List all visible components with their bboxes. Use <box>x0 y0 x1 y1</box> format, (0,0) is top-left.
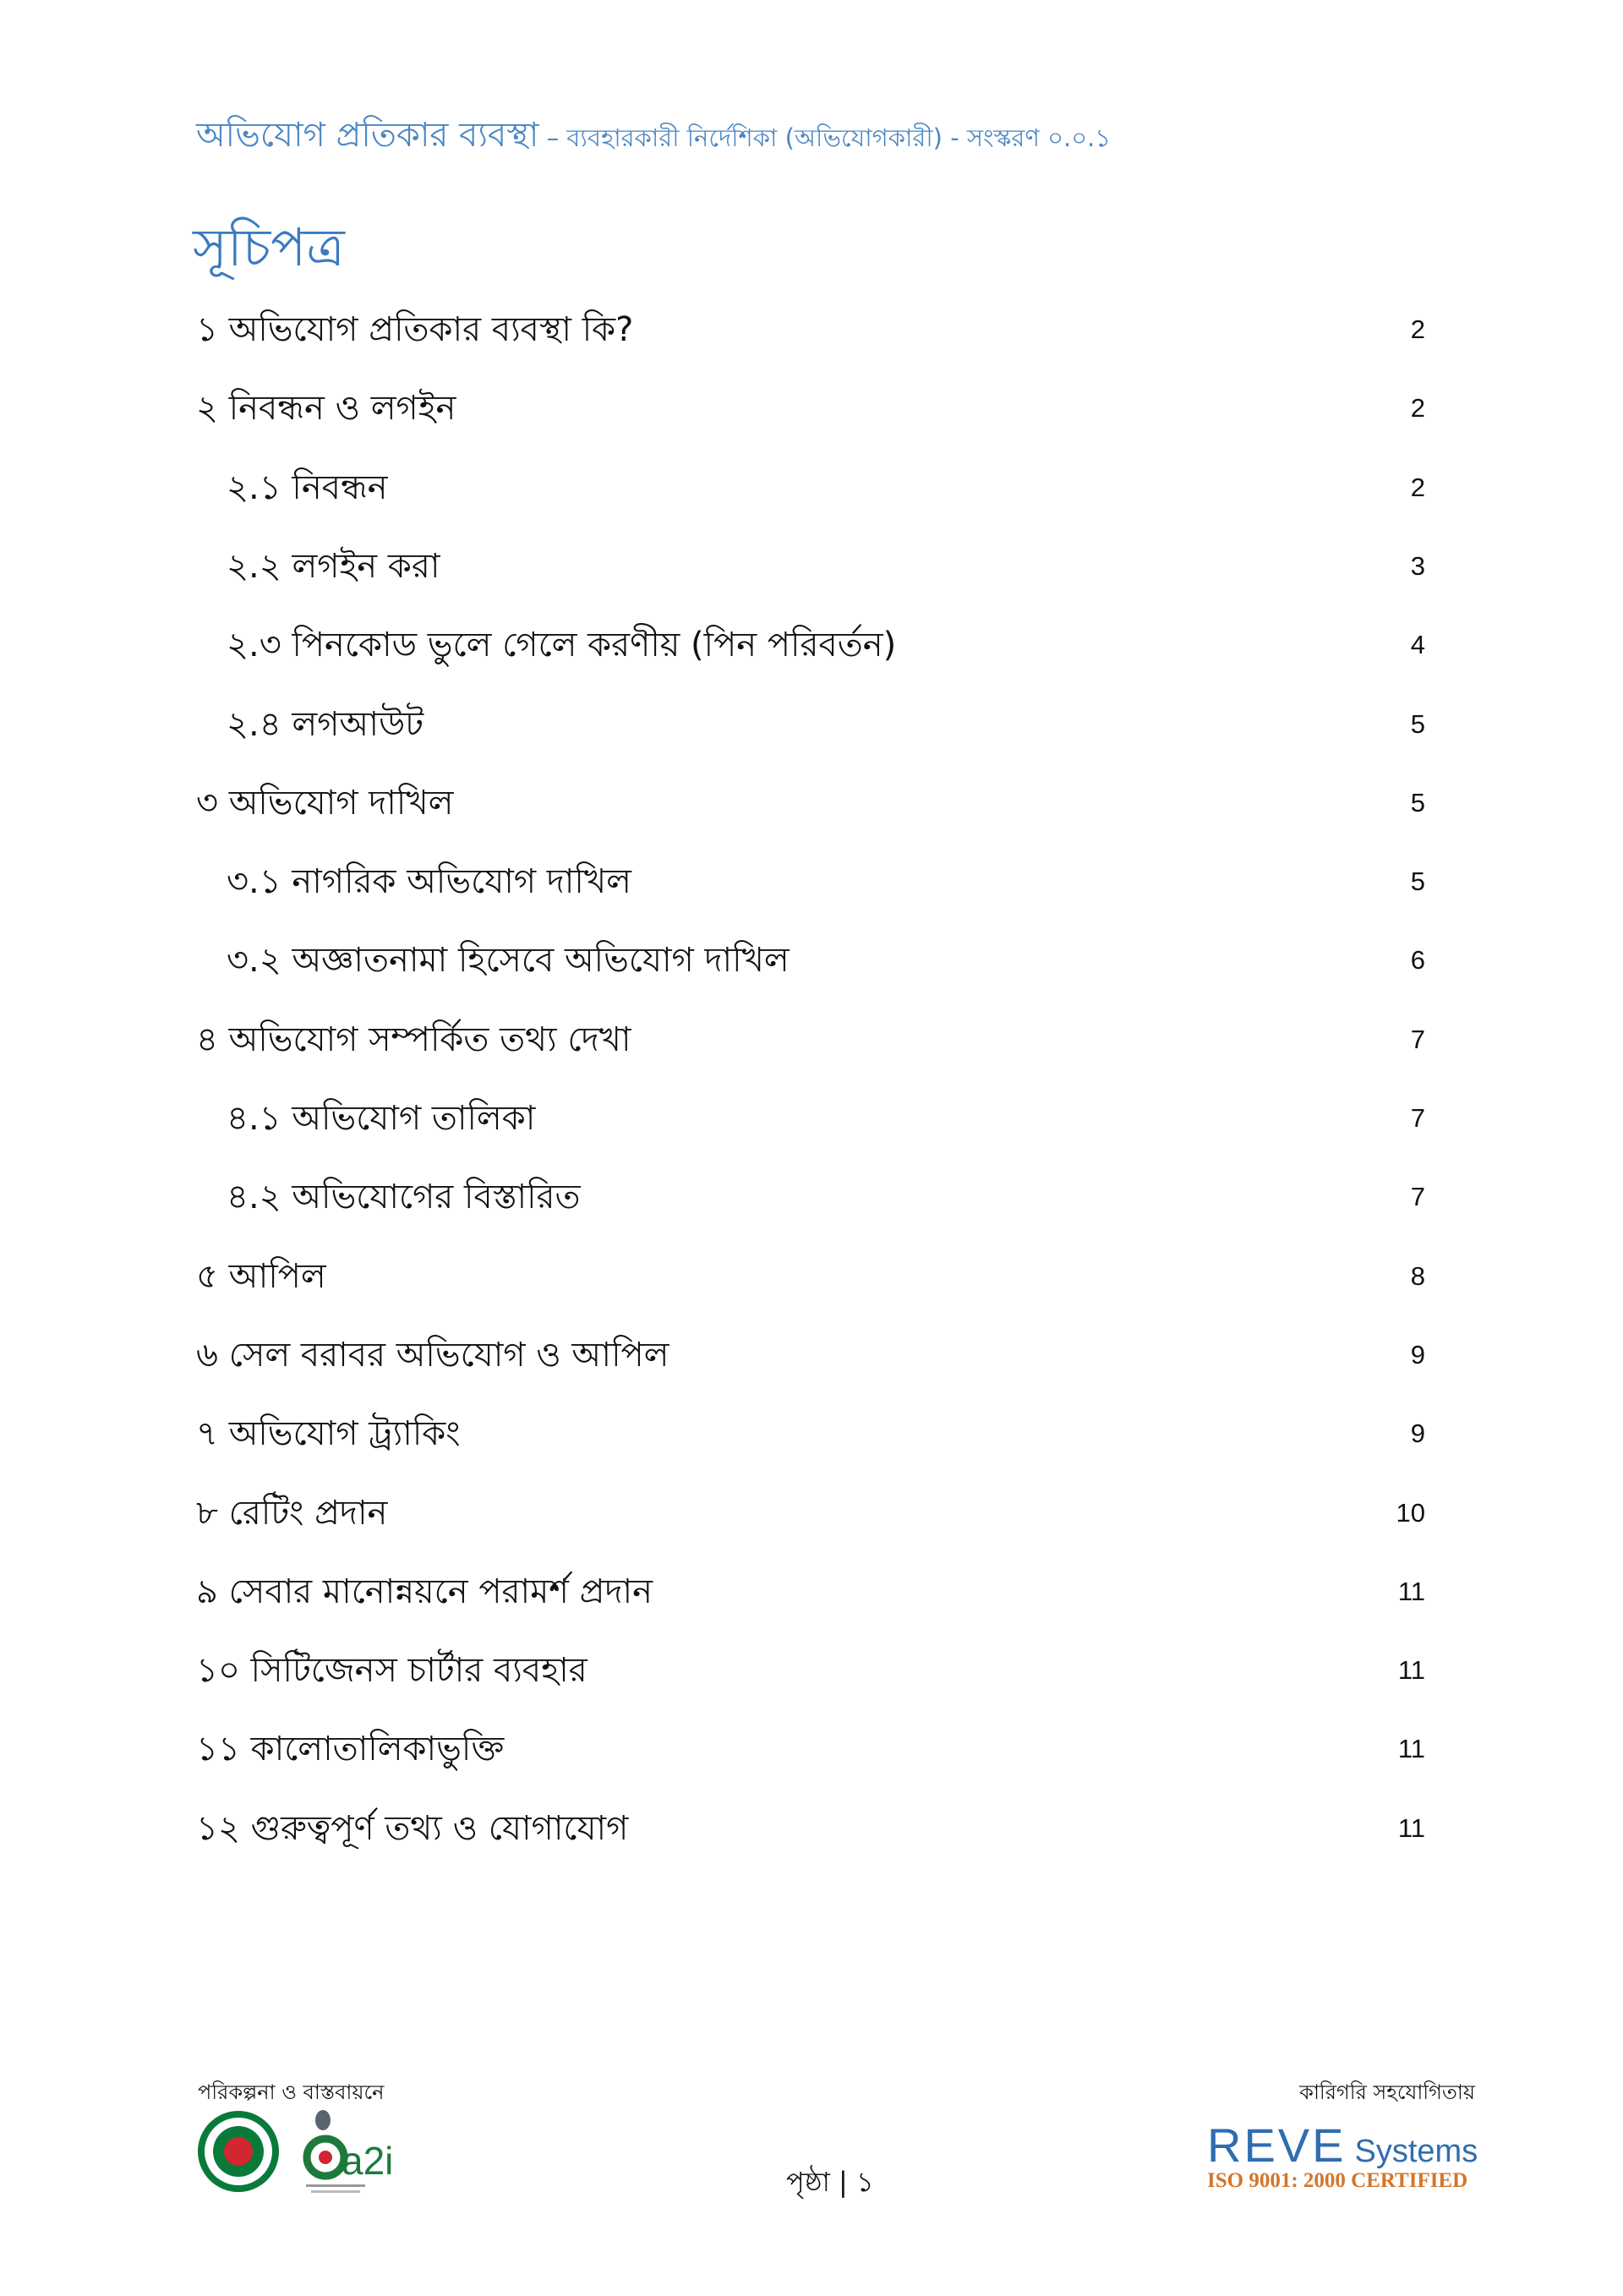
toc-entry-label: ১০ সিটিজেনস চার্টার ব্যবহার <box>196 1651 587 1690</box>
toc-entry-page-number: 7 <box>1410 1182 1425 1211</box>
toc-entry[interactable] <box>0 1402 1623 1452</box>
toc-entry[interactable] <box>0 613 1623 664</box>
toc-entry-page-number: 3 <box>1410 551 1425 581</box>
toc-entry-label: ৮ রেটিং প্রদান <box>196 1494 388 1533</box>
toc-entry-label: ৪.২ অভিযোগের বিস্তারিত <box>227 1178 581 1216</box>
toc-entry-page-number: 11 <box>1397 1734 1425 1763</box>
toc-entry[interactable] <box>0 1244 1623 1295</box>
toc-entry-label: ৩.২ অজ্ঞাতনামা হিসেবে অভিযোগ দাখিল <box>227 941 790 980</box>
toc-entry[interactable] <box>0 456 1623 506</box>
toc-entry-label: ২.২ লগইন করা <box>227 547 440 586</box>
toc-entry-label: ২.৪ লগআউট <box>227 705 424 744</box>
toc-entry-page-number: 7 <box>1410 1025 1425 1054</box>
a2i-logo-text: a2i <box>342 2139 394 2183</box>
toc-entry-label: ১১ কালোতালিকাভুক্তি <box>196 1730 505 1768</box>
toc-entry-label: ৯ সেবার মানোন্নয়নে পরামর্শ প্রদান <box>196 1572 653 1611</box>
toc-entry-label: ২ নিবন্ধন ও লগইন <box>196 389 456 428</box>
toc-entry-page-number: 2 <box>1410 314 1425 344</box>
toc-entry[interactable] <box>0 298 1623 348</box>
toc-title: সূচিপত্র <box>193 216 345 278</box>
reve-brand-suffix: Systems <box>1354 2134 1478 2169</box>
reve-systems-logo <box>1207 2118 1478 2173</box>
toc-entry-label: ৩ অভিযোগ দাখিল <box>196 784 454 823</box>
toc-entry-page-number: 6 <box>1410 945 1425 975</box>
toc-entry-label: ৩.১ নাগরিক অভিযোগ দাখিল <box>227 862 631 901</box>
toc-entry-page-number: 11 <box>1397 1577 1425 1606</box>
toc-entry-page-number: 9 <box>1410 1419 1425 1448</box>
toc-entry[interactable] <box>0 850 1623 900</box>
toc-entry-label: ৪ অভিযোগ সম্পর্কিত তথ্য দেখা <box>196 1020 631 1059</box>
page-number: পৃষ্ঠা | ১ <box>786 2166 874 2198</box>
toc-entry-label: ২.১ নিবন্ধন <box>227 468 388 507</box>
toc-entry-label: ১২ গুরুত্বপূর্ণ তথ্য ও যোগাযোগ <box>196 1809 629 1848</box>
toc-entry-page-number: 8 <box>1410 1261 1425 1291</box>
toc-entry-label: ৫ আপিল <box>196 1257 326 1296</box>
toc-entry-label: ২.৩ পিনকোড ভুলে গেলে করণীয় (পিন পরিবর্তন) <box>227 626 897 664</box>
toc-entry-page-number: 9 <box>1410 1340 1425 1369</box>
toc-entry[interactable] <box>0 928 1623 979</box>
bangladesh-govt-logo <box>196 2109 281 2194</box>
document-subtitle: – ব্যবহারকারী নির্দেশিকা (অভিযোগকারী) - সংস্করণ ০.০.১ <box>538 123 1112 152</box>
toc-entry[interactable] <box>0 1796 1623 1847</box>
toc-entry-page-number: 7 <box>1410 1103 1425 1133</box>
toc-entry-page-number: 2 <box>1410 473 1425 502</box>
reve-brand-name: REVE <box>1207 2118 1347 2172</box>
toc-entry-page-number: 11 <box>1397 1655 1425 1685</box>
toc-entry-page-number: 5 <box>1410 788 1425 817</box>
toc-entry[interactable] <box>0 1638 1623 1689</box>
toc-entry-label: ৪.১ অভিযোগ তালিকা <box>227 1099 536 1138</box>
toc-entry[interactable] <box>0 1086 1623 1137</box>
a2i-logo <box>298 2107 394 2198</box>
toc-entry[interactable] <box>0 1008 1623 1058</box>
toc-entry-page-number: 11 <box>1397 1813 1425 1843</box>
toc-entry[interactable] <box>0 771 1623 822</box>
toc-entry-label: ১ অভিযোগ প্রতিকার ব্যবস্থা কি? <box>196 310 634 349</box>
toc-entry[interactable] <box>0 1560 1623 1610</box>
technical-support-label: কারিগরি সহযোগিতায় <box>1299 2080 1475 2104</box>
toc-entry[interactable] <box>0 376 1623 427</box>
toc-entry[interactable] <box>0 1717 1623 1768</box>
toc-entry-page-number: 4 <box>1410 630 1425 659</box>
toc-entry[interactable] <box>0 1165 1623 1216</box>
toc-entry-label: ৬ সেল বরাবর অভিযোগ ও আপিল <box>196 1336 669 1375</box>
toc-entry[interactable] <box>0 1323 1623 1374</box>
toc-entry-page-number: 5 <box>1410 709 1425 739</box>
toc-entry[interactable] <box>0 1481 1623 1532</box>
implementation-label: পরিকল্পনা ও বাস্তবায়নে <box>198 2080 385 2104</box>
toc-entry-page-number: 10 <box>1396 1498 1425 1528</box>
document-title: অভিযোগ প্রতিকার ব্যবস্থা <box>196 116 539 155</box>
toc-entry[interactable] <box>0 692 1623 743</box>
toc-entry-page-number: 5 <box>1410 866 1425 896</box>
toc-entry-page-number: 2 <box>1410 393 1425 423</box>
toc-entry[interactable] <box>0 534 1623 585</box>
iso-certification-label: ISO 9001: 2000 CERTIFIED <box>1207 2169 1468 2192</box>
toc-entry-label: ৭ অভিযোগ ট্র্যাকিং <box>196 1414 461 1453</box>
